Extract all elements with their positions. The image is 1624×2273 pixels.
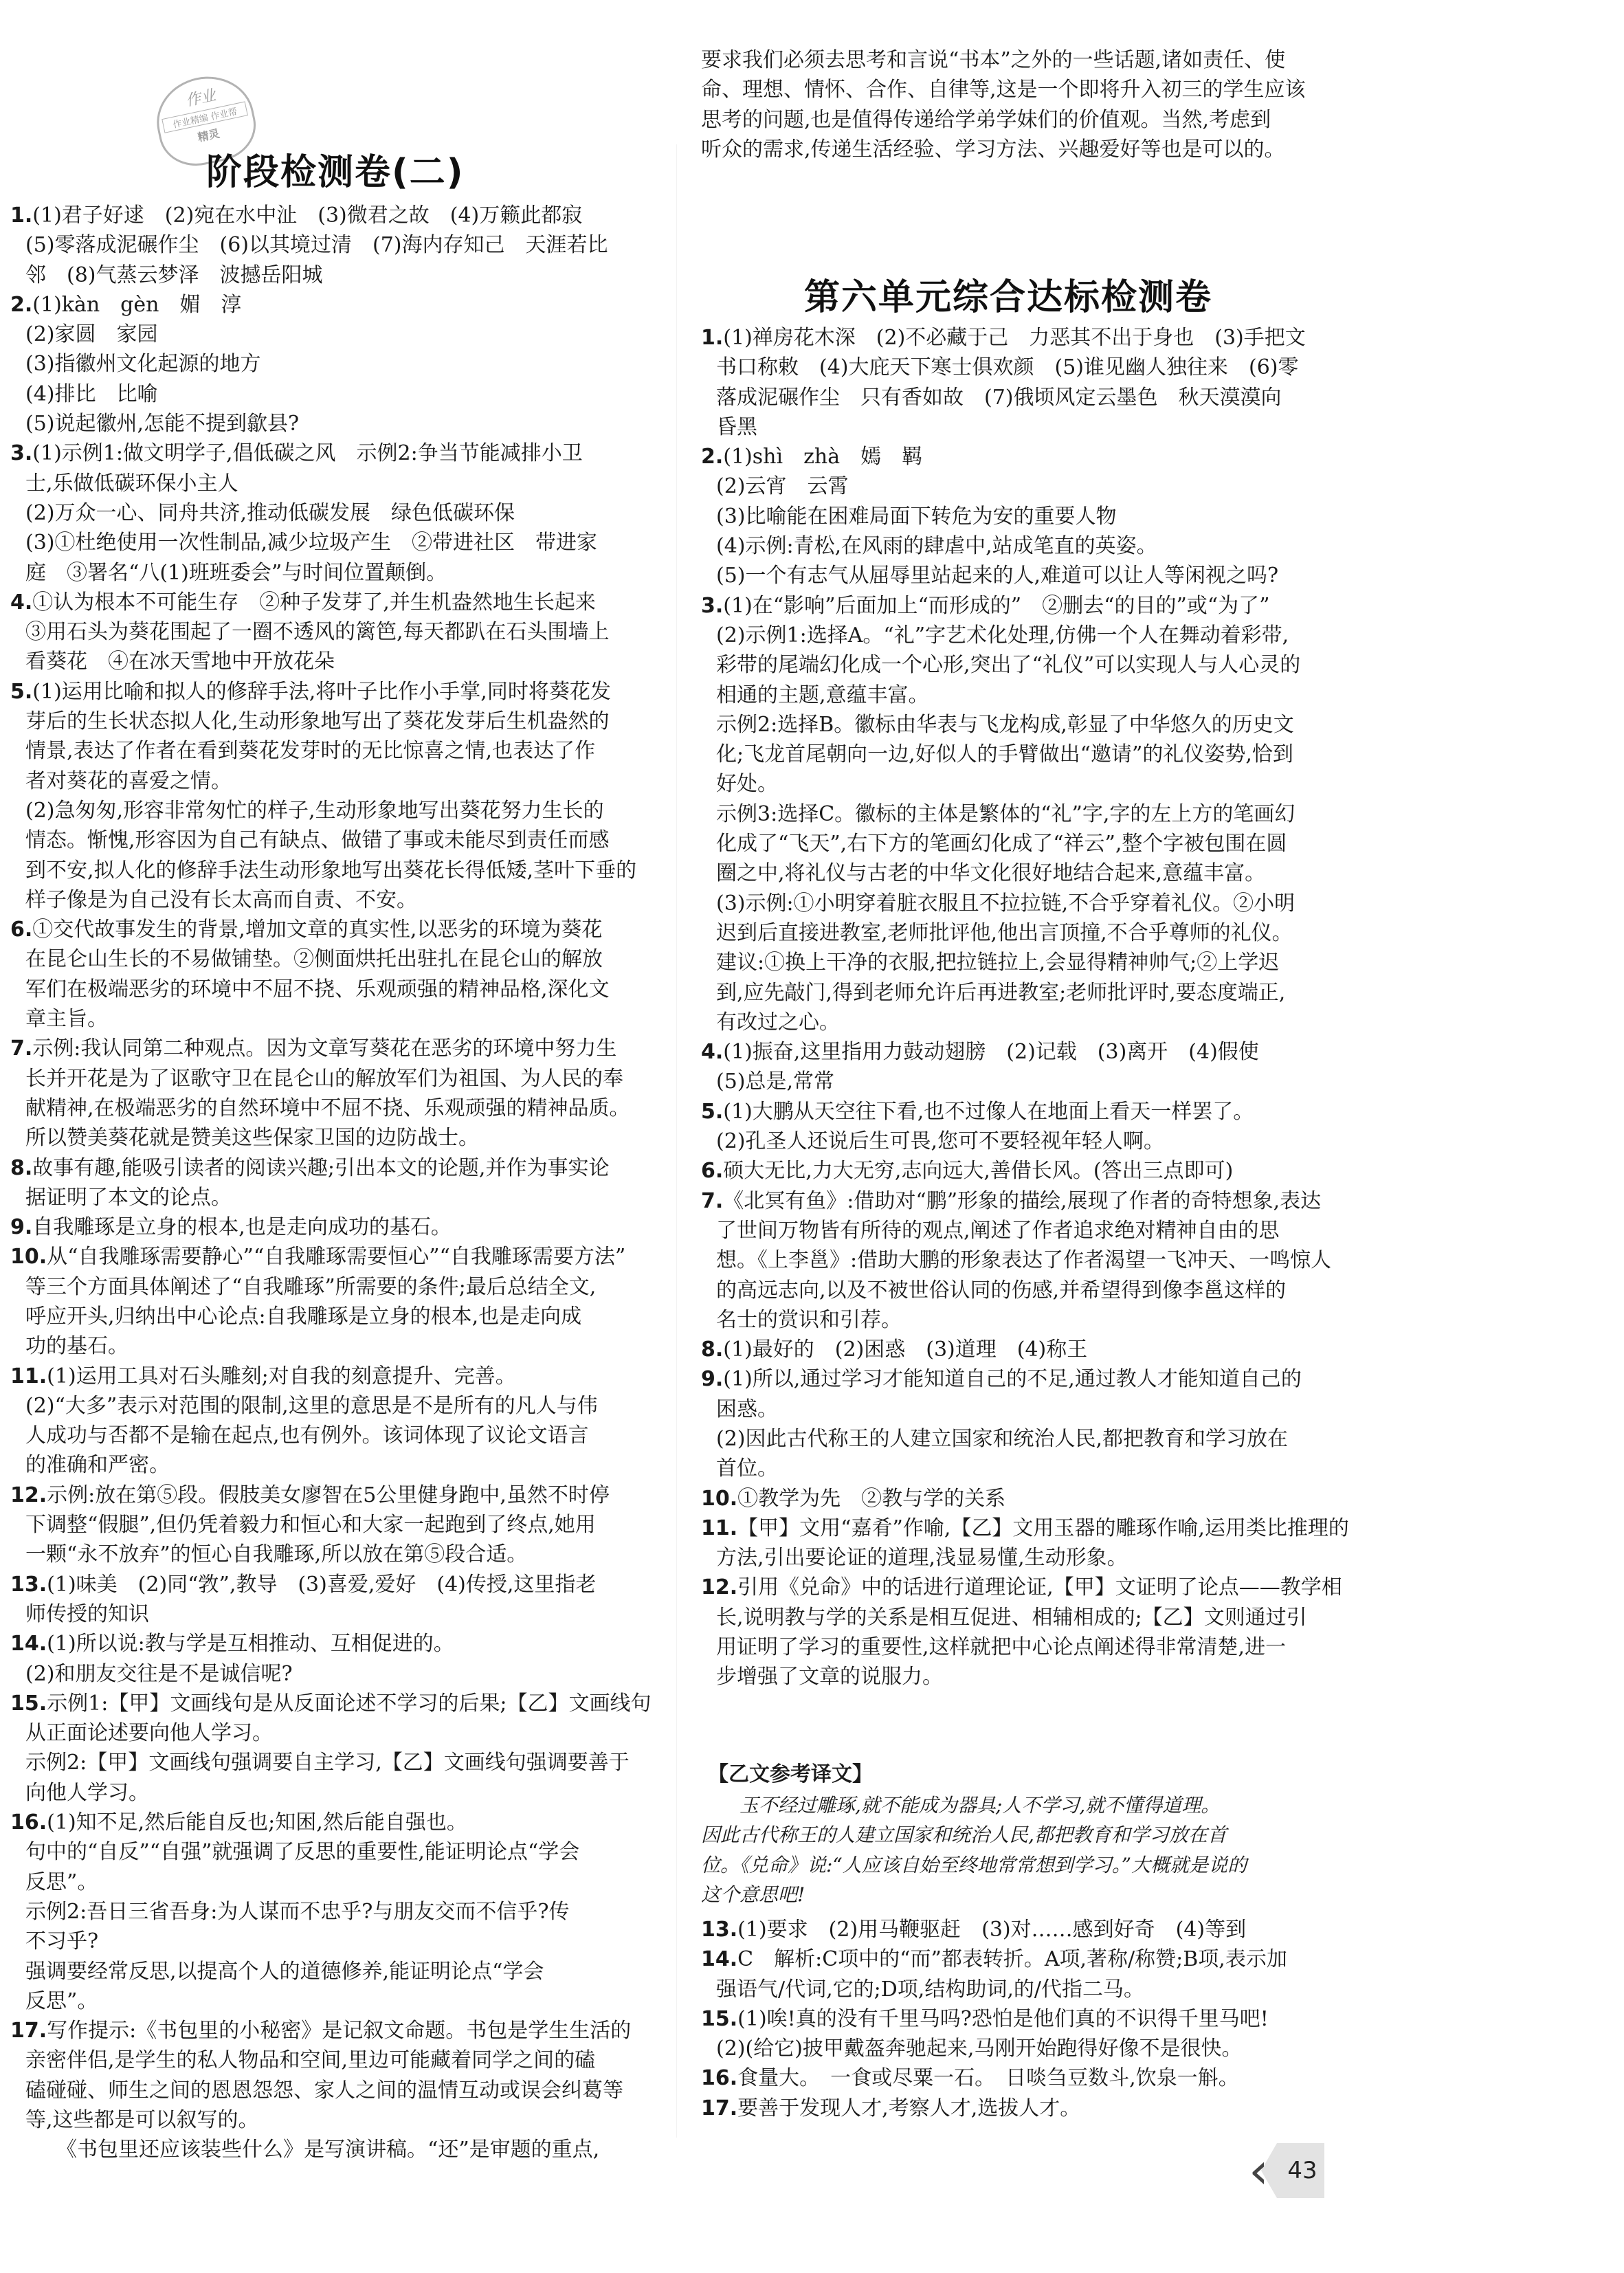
answer-line <box>10 528 670 557</box>
answer-line <box>10 1481 670 1510</box>
answer-line <box>701 1097 1361 1127</box>
answer-line <box>10 1004 670 1034</box>
answer-text: 亲密伴侣,是学生的私人物品和空间,里边可能藏着同学之间的磕 <box>25 2048 596 2073</box>
answer-text: 迟到后直接进教室,老师批评他,他出言顶撞,不合乎尊师的礼仪。 <box>716 920 1293 945</box>
answer-text: 圈之中,将礼仪与古老的中华文化很好地结合起来,意蕴丰富。 <box>716 861 1266 886</box>
stamp-line2: 作业精编 作业帮 <box>162 101 248 133</box>
question-number: 14. <box>10 1632 47 1656</box>
translation-line: 位。《兑命》说:“人应该自始至终地常常想到学习。”大概就是说的 <box>701 1853 1247 1876</box>
answer-text: 的高远志向,以及不被世俗认同的伤感,并希望得到像李邕这样的 <box>716 1278 1287 1302</box>
answer-text: 好处。 <box>716 772 778 797</box>
column-divider <box>676 144 677 2138</box>
answer-line <box>10 1331 670 1361</box>
answer-line <box>10 2016 670 2045</box>
answer-text: (1)要求 (2)用马鞭驱赶 (3)对……感到好奇 (4)等到 <box>737 1918 1247 1942</box>
question-number: 9. <box>10 1215 33 1240</box>
answer-text: ③用石头为葵花围起了一圈不透风的篱笆,每天都趴在石头围墙上 <box>25 620 610 645</box>
answer-line <box>10 1957 670 1986</box>
answer-text: 反思”。 <box>25 1870 98 1894</box>
answer-line <box>10 1837 670 1867</box>
answer-line <box>10 1034 670 1063</box>
answer-line <box>701 1216 1361 1245</box>
answer-text: ①认为根本不可能生存 ②种子发芽了,并生机盎然地生长起来 <box>32 590 596 614</box>
answer-line <box>701 948 1361 977</box>
answer-line <box>701 323 1361 353</box>
question-number: 2. <box>701 445 724 469</box>
answer-line <box>10 1450 670 1480</box>
answer-text: 示例:我认同第二种观点。因为文章写葵花在恶劣的环境中努力生 <box>32 1036 617 1061</box>
answer-text: 有改过之心。 <box>716 1010 840 1034</box>
answer-line <box>701 502 1361 531</box>
answer-text: 要善于发现人才,考察人才,选拔人才。 <box>737 2096 1081 2120</box>
answer-text: 下调整“假腿”,但仍凭着毅力和恒心和大家一起跑到了终点,她用 <box>25 1513 596 1538</box>
answer-text: 从正面论述要向他人学习。 <box>25 1721 273 1746</box>
answer-line <box>10 1927 670 1956</box>
question-number: 15. <box>701 2006 738 2031</box>
question-number: 13. <box>10 1572 47 1597</box>
answer-line <box>10 647 670 676</box>
answer-line <box>10 1242 670 1272</box>
answer-text: 示例1:【甲】文画线句是从反面论述不学习的后果;【乙】文画线句 <box>47 1691 652 1716</box>
answer-text: (5)一个有志气从屈辱里站起来的人,难道可以让人等闲视之吗? <box>716 564 1279 588</box>
answer-text: 写作提示:《书包里的小秘密》是记叙文命题。书包是学生生活的 <box>47 2019 632 2043</box>
answer-text: (1)示例1:做文明学子,倡低碳之风 示例2:争当节能减排小卫 <box>32 441 583 466</box>
answer-text: 方法,引出要论证的道理,浅显易懂,生动形象。 <box>716 1546 1128 1571</box>
answer-text: C 解析:C项中的“而”都表转折。A项,著称/称赞;B项,表示加 <box>737 1947 1287 1972</box>
answer-line <box>10 1153 670 1183</box>
answer-line <box>701 740 1361 769</box>
question-number: 12. <box>10 1483 47 1507</box>
answer-line <box>701 442 1361 472</box>
answer-line <box>10 1421 670 1450</box>
question-number: 12. <box>701 1575 738 1600</box>
answer-line <box>701 561 1361 590</box>
answer-line <box>701 650 1361 680</box>
answer-text: 军们在极端恶劣的环境中不屈不挠、乐观顽强的精神品格,深化文 <box>25 977 610 1001</box>
answer-text: 等三个方面具体阐述了“自我雕琢”所需要的条件;最后总结全文, <box>25 1274 597 1299</box>
answer-text: 示例2:选择B。徽标由华表与飞龙构成,彰显了中华悠久的历史文 <box>716 712 1294 737</box>
right-bottom-lines <box>701 1915 1361 2123</box>
question-number: 11. <box>10 1364 47 1388</box>
answer-text: 了世间万物皆有所待的观点,阐述了作者追求绝对精神自由的思 <box>716 1218 1280 1243</box>
answer-line <box>701 1364 1361 1394</box>
answer-line <box>10 2076 670 2105</box>
answer-line <box>10 1629 670 1659</box>
answer-line <box>701 1662 1361 1692</box>
question-number: 1. <box>701 326 724 350</box>
answer-line <box>701 1484 1361 1514</box>
answer-text: (2)“大多”表示对范围的限制,这里的意思是不是所有的凡人与伟 <box>25 1393 598 1418</box>
question-number: 8. <box>10 1155 33 1180</box>
answer-text: (5)零落成泥碾作尘 (6)以其境过清 (7)海内存知己 天涯若比 <box>25 233 608 258</box>
answer-line <box>10 1897 670 1927</box>
translation-line: 这个意思吧! <box>701 1883 805 1906</box>
answer-text: (3)比喻能在困难局面下转危为安的重要人物 <box>716 504 1117 529</box>
answer-text: 师传授的知识 <box>25 1601 149 1626</box>
answer-text: 一颗“永不放弃”的恒心自我雕琢,所以放在第⑤段合适。 <box>25 1542 528 1567</box>
answer-text: 示例:放在第⑤段。假肢美女廖智在5公里健身跑中,虽然不时停 <box>47 1483 610 1507</box>
stamp-line3: 精灵 <box>197 126 221 144</box>
answer-text: 句中的“自反”“自强”就强调了反思的重要性,能证明论点“学会 <box>25 1840 580 1865</box>
question-number: 7. <box>10 1036 33 1061</box>
answer-text: 人成功与否都不是输在起点,也有例外。该词体现了议论文语言 <box>25 1423 589 1448</box>
question-number: 10. <box>701 1486 738 1511</box>
question-number: 6. <box>10 918 33 942</box>
translation-line: 因此古代称王的人建立国家和统治人民,都把教育和学习放在首 <box>701 1823 1227 1847</box>
answer-text: (3)指徽州文化起源的地方 <box>25 352 261 377</box>
answer-text: 呼应开头,归纳出中心论点:自我雕琢是立身的根本,也是走向成 <box>25 1304 582 1329</box>
answer-line <box>701 472 1361 501</box>
answer-text: ①交代故事发生的背景,增加文章的真实性,以恶劣的环境为葵花 <box>32 918 603 942</box>
answer-text: (2)孔圣人还说后生可畏,您可不要轻视年轻人啊。 <box>716 1129 1165 1154</box>
translation-block <box>701 1790 1361 1909</box>
question-number: 13. <box>701 1918 738 1942</box>
answer-line <box>10 498 670 528</box>
answer-text: 样子像是为自己没有长太高而自责、不安。 <box>25 887 417 912</box>
answer-line <box>10 379 670 409</box>
answer-line <box>10 230 670 260</box>
continuation-line: 命、理想、情怀、合作、自律等,这是一个即将升入初三的学生应该 <box>701 78 1306 102</box>
answer-line <box>10 1212 670 1242</box>
answer-line <box>10 677 670 707</box>
answer-text: 想。《上李邕》:借助大鹏的形象表达了作者渴望一飞冲天、一鸣惊人 <box>716 1248 1332 1273</box>
answer-line <box>10 1748 670 1777</box>
answer-line <box>10 944 670 974</box>
answer-text: (1)在“影响”后面加上“而形成的” ②删去“的目的”或“为了” <box>723 593 1270 618</box>
answer-text: 磕碰碰、师生之间的恩恩怨怨、家人之间的温情互动或误会纠葛等 <box>25 2078 623 2103</box>
answer-text: 不习乎? <box>25 1929 99 1954</box>
answer-text: (1)唉!真的没有千里马吗?恐怕是他们真的不识得千里马吧! <box>737 2006 1269 2031</box>
answer-text: 情态。惭愧,形容因为自己有缺点、做错了事或未能尽到责任而感 <box>25 828 610 853</box>
question-number: 8. <box>701 1338 724 1362</box>
answer-line <box>701 383 1361 412</box>
answer-line <box>701 591 1361 621</box>
answer-line <box>10 1094 670 1123</box>
answer-line <box>701 1156 1361 1186</box>
answer-line <box>701 889 1361 918</box>
answer-text: 强语气/代词,它的;D项,结构助词,的/代指二马。 <box>716 1977 1144 2002</box>
answer-text: (1)大鹏从天空往下看,也不过像人在地面上看天一样罢了。 <box>723 1099 1254 1124</box>
answer-text: 化成了“飞天”,右下方的笔画幻化成了“祥云”,整个字被包围在圆 <box>716 832 1287 856</box>
answer-text: (2)示例1:选择A。“礼”字艺术化处理,仿佛一个人在舞动着彩带, <box>716 623 1289 647</box>
answer-line <box>701 1514 1361 1543</box>
answer-line <box>10 1689 670 1718</box>
answer-line <box>701 2063 1361 2093</box>
answer-line <box>10 1778 670 1808</box>
question-number: 10. <box>10 1245 47 1269</box>
answer-text: (1)所以,通过学习才能知道自己的不足,通过教人才能知道自己的 <box>723 1367 1302 1392</box>
answer-line <box>701 680 1361 710</box>
answer-text: 《北冥有鱼》:借助对“鹏”形象的描绘,展现了作者的奇特想象,表达 <box>723 1188 1322 1213</box>
answer-line <box>10 1183 670 1212</box>
answer-line <box>701 1245 1361 1275</box>
answer-text: (3)示例:①小明穿着脏衣服且不拉拉链,不合乎穿着礼仪。②小明 <box>716 891 1295 916</box>
answer-line <box>701 1335 1361 1364</box>
answer-text: 反思”。 <box>25 1988 98 2013</box>
answer-line <box>701 1975 1361 2004</box>
continuation-line: 听众的需求,传递生活经验、学习方法、兴趣爱好等也是可以的。 <box>701 137 1285 162</box>
answer-line <box>10 975 670 1004</box>
answer-text: 首位。 <box>716 1456 778 1481</box>
answer-line <box>701 1944 1361 1974</box>
answer-line <box>10 320 670 349</box>
question-number: 5. <box>10 679 33 704</box>
answer-line <box>10 558 670 588</box>
answer-line <box>701 1915 1361 1944</box>
answer-text: (4)排比 比喻 <box>25 381 158 406</box>
answer-text: 建议:①换上干净的衣服,把拉链拉上,会显得精神帅气;②上学迟 <box>716 951 1280 975</box>
answer-line <box>10 409 670 439</box>
answer-text: 食量大。 一食或尽粟一石。 日啖刍豆数斗,饮泉一斛。 <box>737 2066 1239 2091</box>
answer-line <box>10 469 670 498</box>
right-answer-lines <box>701 323 1361 1692</box>
answer-line <box>701 918 1361 948</box>
answer-text: (1)味美 (2)同“敩”,教导 (3)喜爱,爱好 (4)传授,这里指老 <box>47 1572 597 1597</box>
answer-line <box>701 978 1361 1008</box>
answer-line <box>10 260 670 290</box>
answer-line <box>701 1067 1361 1096</box>
answer-line <box>701 858 1361 888</box>
answer-line <box>10 1540 670 1569</box>
answer-line <box>701 1276 1361 1305</box>
answer-text: 书口称敕 (4)大庇天下寒士俱欢颜 (5)谁见幽人独往来 (6)零 <box>716 355 1299 380</box>
answer-line <box>10 915 670 944</box>
question-number: 17. <box>10 2019 47 2043</box>
answer-text: (1)知不足,然后能自反也;知困,然后能自强也。 <box>47 1810 467 1835</box>
answer-text: 示例3:选择C。徽标的主体是繁体的“礼”字,字的左上方的笔画幻 <box>716 801 1295 826</box>
answer-text: 看葵花 ④在冰天雪地中开放花朵 <box>25 650 335 674</box>
answer-text: (5)说起徽州,怎能不提到歙县? <box>25 412 300 436</box>
answer-line <box>701 769 1361 799</box>
answer-text: (1)振奋,这里指用力鼓动翅膀 (2)记载 (3)离开 (4)假使 <box>723 1040 1259 1065</box>
answer-text: 硕大无比,力大无穷,志向远大,善借长风。(答出三点即可) <box>723 1159 1234 1184</box>
answer-line <box>10 1986 670 2016</box>
answer-text: 《书包里还应该装些什么》是写演讲稿。“还”是审题的重点, <box>25 2138 600 2162</box>
answer-text: 步增强了文章的说服力。 <box>716 1665 943 1689</box>
answer-text: 的准确和严密。 <box>25 1453 170 1478</box>
answer-text: (3)①杜绝使用一次性制品,减少垃圾产生 ②带进社区 带进家 <box>25 531 598 555</box>
answer-line <box>701 1632 1361 1662</box>
question-number: 16. <box>10 1810 47 1835</box>
continuation-line: 思考的问题,也是值得传递给学弟学妹们的价值观。当然,考虑到 <box>701 107 1271 132</box>
answer-text: (2)(给它)披甲戴盔奔驰起来,马刚开始跑得好像不是很快。 <box>716 2037 1243 2061</box>
answer-text: 名士的赏识和引荐。 <box>716 1307 902 1332</box>
answer-text: (1)最好的 (2)困惑 (3)道理 (4)称王 <box>723 1338 1088 1362</box>
question-number: 6. <box>701 1159 724 1184</box>
answer-line <box>701 353 1361 382</box>
answer-line <box>10 1391 670 1421</box>
answer-line <box>10 1659 670 1689</box>
answer-text: (2)家圆 家园 <box>25 322 158 347</box>
answer-text: (1)kàn gèn 媚 淳 <box>32 292 242 317</box>
answer-line <box>10 1362 670 1391</box>
question-number: 2. <box>10 292 33 317</box>
stamp-line1: 作业 <box>184 87 218 111</box>
answer-line <box>701 1037 1361 1067</box>
answer-text: 章主旨。 <box>25 1007 108 1032</box>
answer-text: ①教学为先 ②教与学的关系 <box>737 1486 1006 1511</box>
answer-text: 献精神,在极端恶劣的自然环境中不屈不挠、乐观顽强的精神品质。 <box>25 1096 630 1120</box>
answer-line <box>10 766 670 796</box>
answer-text: 从“自我雕琢需要静心”“自我雕琢需要恒心”“自我雕琢需要方法” <box>47 1245 626 1269</box>
answer-line <box>10 1867 670 1897</box>
question-number: 7. <box>701 1188 724 1213</box>
answer-text: 示例2:吾日三省吾身:为人谋而不忠乎?与朋友交而不信乎?传 <box>25 1899 570 1924</box>
answer-line <box>10 1302 670 1331</box>
answer-text: 到不安,拟人化的修辞手法生动形象地写出葵花长得低矮,茎叶下垂的 <box>25 858 637 883</box>
answer-text: 据证明了本文的论点。 <box>25 1185 232 1210</box>
answer-text: 功的基石。 <box>25 1334 129 1359</box>
answer-line <box>10 707 670 736</box>
answer-line <box>701 1127 1361 1156</box>
answer-line <box>10 1599 670 1629</box>
answer-line <box>10 885 670 915</box>
answer-line <box>701 2094 1361 2123</box>
answer-text: (2)因此古代称王的人建立国家和统治人民,都把教育和学习放在 <box>716 1426 1289 1451</box>
answer-line <box>701 1395 1361 1424</box>
answer-text: 自我雕琢是立身的根本,也是走向成功的基石。 <box>32 1215 452 1240</box>
continuation-line: 要求我们必须去思考和言说“书本”之外的一些话题,诸如责任、使 <box>701 48 1286 72</box>
answer-line <box>10 349 670 379</box>
answer-line <box>10 1570 670 1599</box>
question-number: 1. <box>10 203 33 228</box>
answer-line <box>701 2004 1361 2034</box>
answer-text: 邻 (8)气蒸云梦泽 波撼岳阳城 <box>25 263 323 287</box>
question-number: 3. <box>10 441 33 466</box>
answer-line <box>10 617 670 647</box>
answer-line <box>701 621 1361 650</box>
answer-text: (2)万众一心、同舟共济,推动低碳发展 绿色低碳环保 <box>25 500 515 525</box>
page-number: 43 <box>1287 2157 1317 2184</box>
answer-line <box>701 1573 1361 1602</box>
question-number: 16. <box>701 2066 738 2091</box>
answer-text: (5)总是,常常 <box>716 1069 835 1094</box>
left-section-title: 阶段检测卷(二) <box>206 152 465 193</box>
question-number: 4. <box>10 590 33 614</box>
answer-line <box>701 1603 1361 1632</box>
answer-text: (1)运用工具对石头雕刻;对自我的刻意提升、完善。 <box>47 1364 516 1388</box>
answer-text: 情景,表达了作者在看到葵花发芽时的无比惊喜之情,也表达了作 <box>25 739 596 764</box>
answer-line <box>701 829 1361 858</box>
answer-text: 向他人学习。 <box>25 1780 149 1805</box>
answer-line <box>701 412 1361 442</box>
answer-text: 到,应先敲门,得到老师允许后再进教室;老师批评时,要态度端正, <box>716 980 1286 1005</box>
answer-text: (2)急匆匆,形容非常匆忙的样子,生动形象地写出葵花努力生长的 <box>25 798 604 823</box>
question-number: 5. <box>701 1099 724 1124</box>
answer-line <box>701 1424 1361 1454</box>
answer-text: 长并开花是为了讴歌守卫在昆仑山的解放军们为祖国、为人民的奉 <box>25 1066 623 1091</box>
answer-line <box>10 439 670 468</box>
answer-text: 长,说明教与学的关系是相互促进、相辅相成的;【乙】文则通过引 <box>716 1605 1307 1630</box>
answer-line <box>10 1123 670 1153</box>
answer-text: (2)和朋友交往是不是诚信呢? <box>25 1661 293 1686</box>
translation-line: 玉不经过雕琢,就不能成为器具;人不学习,就不懂得道理。 <box>701 1794 1221 1817</box>
answer-line <box>10 856 670 885</box>
answer-text: 困惑。 <box>716 1397 778 1421</box>
answer-text: 芽后的生长状态拟人化,生动形象地写出了葵花发芽后生机盎然的 <box>25 709 610 734</box>
translation-heading: 【乙文参考译文】 <box>708 1762 873 1786</box>
answer-line <box>701 799 1361 829</box>
answer-line <box>10 2045 670 2075</box>
answer-line <box>10 1510 670 1540</box>
right-section-title: 第六单元综合达标检测卷 <box>804 277 1213 318</box>
answer-text: (1)运用比喻和拟人的修辞手法,将叶子比作小手掌,同时将葵花发 <box>32 679 611 704</box>
answer-text: (1)shì zhà 嫣 羁 <box>723 445 923 469</box>
answer-line <box>10 588 670 617</box>
answer-line <box>10 2135 670 2164</box>
answer-text: 化;飞龙首尾朝向一边,好似人的手臂做出“邀请”的礼仪姿势,恰到 <box>716 742 1293 767</box>
question-number: 17. <box>701 2096 738 2120</box>
answer-text: (1)君子好逑 (2)宛在水中沚 (3)微君之故 (4)万籁此都寂 <box>32 203 583 228</box>
answer-text: 落成泥碾作尘 只有香如故 (7)俄顷风定云墨色 秋天漠漠向 <box>716 385 1282 410</box>
answer-line <box>701 531 1361 561</box>
answer-line <box>10 2105 670 2135</box>
answer-text: (1)禅房花木深 (2)不必藏于己 力恶其不出于身也 (3)手把文 <box>723 326 1306 350</box>
answer-line <box>10 1272 670 1302</box>
answer-line <box>10 736 670 766</box>
answer-text: (1)所以说:教与学是互相推动、互相促进的。 <box>47 1632 454 1656</box>
answer-text: 【甲】文用“嘉肴”作喻,【乙】文用玉器的雕琢作喻,运用类比推理的 <box>737 1516 1349 1540</box>
answer-text: (4)示例:青松,在风雨的肆虐中,站成笔直的英姿。 <box>716 534 1157 559</box>
answer-text: 故事有趣,能吸引读者的阅读兴趣;引出本文的论题,并作为事实论 <box>32 1155 610 1180</box>
right-continuation-lines <box>701 45 1361 164</box>
answer-text: 所以赞美葵花就是赞美这些保家卫国的边防战士。 <box>25 1126 479 1151</box>
question-number: 3. <box>701 593 724 618</box>
answer-line <box>10 1718 670 1748</box>
answer-line <box>701 710 1361 740</box>
answer-line <box>701 2034 1361 2063</box>
answer-line <box>701 1305 1361 1335</box>
answer-text: 庭 ③署名“八(1)班班委会”与时间位置颠倒。 <box>25 560 447 585</box>
answer-text: 相通的主题,意蕴丰富。 <box>716 683 929 707</box>
answer-line <box>701 1454 1361 1483</box>
answer-text: 示例2:【甲】文画线句强调要自主学习,【乙】文画线句强调要善于 <box>25 1751 630 1775</box>
question-number: 14. <box>701 1947 738 1972</box>
answer-line <box>10 825 670 855</box>
answer-text: 士,乐做低碳环保小主人 <box>25 471 238 496</box>
answer-text: 者对葵花的喜爱之情。 <box>25 768 232 793</box>
question-number: 9. <box>701 1367 724 1392</box>
answer-text: 引用《兑命》中的话进行道理论证,【甲】文证明了论点——教学相 <box>737 1575 1342 1600</box>
question-number: 11. <box>701 1516 738 1540</box>
answer-line <box>10 1064 670 1094</box>
question-number: 4. <box>701 1040 724 1065</box>
answer-text: 用证明了学习的重要性,这样就把中心论点阐述得非常清楚,进一 <box>716 1635 1287 1660</box>
left-answer-lines <box>10 201 670 2165</box>
chevron-left-icon: ‹ <box>1249 2142 1269 2199</box>
answer-text: 等,这些都是可以叙写的。 <box>25 2108 259 2132</box>
answer-line <box>701 1543 1361 1573</box>
answer-line <box>701 1008 1361 1037</box>
answer-line <box>701 1186 1361 1216</box>
answer-text: 彩带的尾端幻化成一个心形,突出了“礼仪”可以实现人与人心灵的 <box>716 653 1301 678</box>
answer-line <box>10 290 670 320</box>
page-number-badge <box>1247 2138 1337 2203</box>
answer-line <box>10 201 670 230</box>
answer-line <box>10 796 670 825</box>
answer-text: 昏黑 <box>716 414 757 439</box>
answer-text: (2)云宵 云霄 <box>716 474 849 499</box>
answer-text: 强调要经常反思,以提高个人的道德修养,能证明论点“学会 <box>25 1959 544 1984</box>
question-number: 15. <box>10 1691 47 1716</box>
answer-text: 在昆仑山生长的不易做铺垫。②侧面烘托出驻扎在昆仑山的解放 <box>25 947 603 972</box>
answer-line <box>10 1808 670 1837</box>
